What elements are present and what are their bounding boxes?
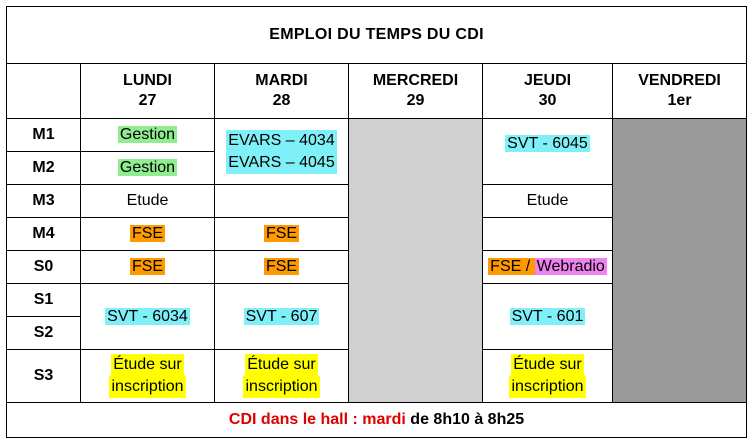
cell-jeudi-s1-s2 xyxy=(483,284,613,350)
day-name: MERCREDI xyxy=(372,72,459,89)
footer-time: de 8h10 à 8h25 xyxy=(405,411,525,428)
day-date: 28 xyxy=(272,92,291,109)
schedule-page xyxy=(6,6,746,438)
separator: / xyxy=(521,258,535,275)
cell-mercredi-closed xyxy=(349,119,483,403)
day-date: 30 xyxy=(538,92,557,109)
slot-label: S2 xyxy=(7,317,81,350)
evars-label: EVARS – 4045 xyxy=(226,152,336,174)
slot-label: S3 xyxy=(7,350,81,403)
cell-mardi-s0 xyxy=(215,251,349,284)
slot-label: M4 xyxy=(7,218,81,251)
cell-lundi-s3 xyxy=(81,350,215,403)
schedule-table xyxy=(6,6,747,438)
etude-inscription-label: Étude sur xyxy=(245,354,317,376)
day-name: VENDREDI xyxy=(638,72,721,89)
cell-mardi-s1-s2 xyxy=(215,284,349,350)
etude-inscription-label: inscription xyxy=(243,376,319,398)
day-header-mardi xyxy=(215,64,349,119)
cell-mardi-s3 xyxy=(215,350,349,403)
day-date: 27 xyxy=(138,92,157,109)
corner-cell xyxy=(7,64,81,119)
slot-row-m1 xyxy=(7,119,747,152)
svt-label: SVT - 607 xyxy=(245,307,318,325)
svt-label: SVT - 6045 xyxy=(507,135,588,152)
cell-jeudi-s3 xyxy=(483,350,613,403)
evars-label: EVARS – 4034 xyxy=(226,130,336,152)
etude-inscription-label: Étude sur xyxy=(111,354,183,376)
gestion-label: Gestion xyxy=(119,159,176,176)
day-name: LUNDI xyxy=(123,72,172,89)
cell-jeudi-s0 xyxy=(483,251,613,284)
svt-label: SVT - 601 xyxy=(511,307,584,325)
svt-label: SVT - 6034 xyxy=(107,307,188,325)
cell-vendredi-closed xyxy=(613,119,747,403)
fse-label: FSE xyxy=(265,258,298,275)
slot-label: S0 xyxy=(7,251,81,284)
etude-inscription-label: Étude sur xyxy=(511,354,583,376)
webradio-label: Webradio xyxy=(536,258,605,275)
day-header-jeudi xyxy=(483,64,613,119)
slot-label: S1 xyxy=(7,284,81,317)
day-header-lundi xyxy=(81,64,215,119)
cell-lundi-s0 xyxy=(81,251,215,284)
cell-lundi-m2 xyxy=(81,152,215,185)
fse-label: FSE xyxy=(131,225,164,242)
footer-note xyxy=(7,403,747,438)
day-date: 29 xyxy=(406,92,425,109)
fse-label: FSE xyxy=(490,258,522,275)
day-header-vendredi xyxy=(613,64,747,119)
cell-jeudi-m1-m2 xyxy=(483,119,613,185)
fse-label: FSE xyxy=(131,258,164,275)
day-name: MARDI xyxy=(255,72,308,89)
day-header-mercredi xyxy=(349,64,483,119)
cell-lundi-s1-s2 xyxy=(81,284,215,350)
etude-inscription-label: inscription xyxy=(509,376,585,398)
cell-jeudi-m4 xyxy=(483,218,613,251)
slot-label: M2 xyxy=(7,152,81,185)
cell-lundi-m4 xyxy=(81,218,215,251)
gestion-label: Gestion xyxy=(119,126,176,143)
cell-mardi-m1-m2 xyxy=(215,119,349,185)
cell-lundi-m1 xyxy=(81,119,215,152)
day-date: 1er xyxy=(667,92,692,109)
etude-inscription-label: inscription xyxy=(109,376,185,398)
cell-mardi-m3 xyxy=(215,185,349,218)
day-name: JEUDI xyxy=(523,72,572,89)
cell-jeudi-m3: Etude xyxy=(483,185,613,218)
page-title: EMPLOI DU TEMPS DU CDI xyxy=(7,7,747,64)
cell-mardi-m4 xyxy=(215,218,349,251)
slot-label: M1 xyxy=(7,119,81,152)
footer-highlight: CDI dans le hall : mardi xyxy=(228,411,406,428)
cell-lundi-m3: Etude xyxy=(81,185,215,218)
day-header-row xyxy=(7,64,747,119)
slot-label: M3 xyxy=(7,185,81,218)
fse-label: FSE xyxy=(265,225,298,242)
